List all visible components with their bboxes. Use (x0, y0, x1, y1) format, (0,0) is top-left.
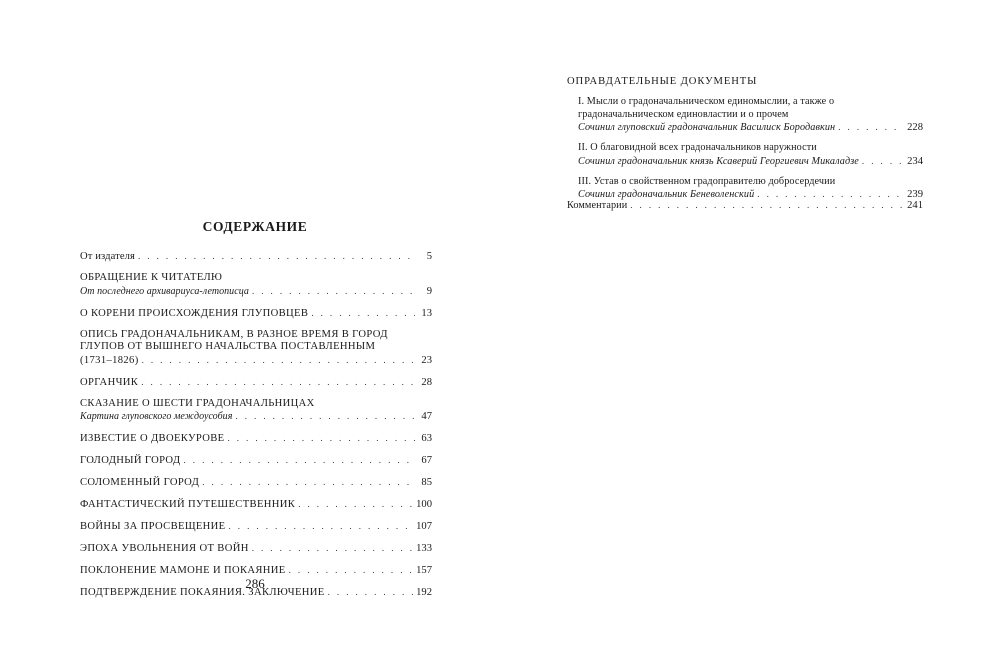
toc-entry-label: ПОДТВЕРЖДЕНИЕ ПОКАЯНИЯ. ЗАКЛЮЧЕНИЕ (80, 587, 325, 598)
dot-leader (838, 121, 904, 134)
dot-leader (227, 432, 415, 445)
toc-entry-line (80, 476, 432, 489)
toc-entry-label: ИЗВЕСТИЕ О ДВОЕКУРОВЕ (80, 433, 225, 444)
toc-entry[interactable] (578, 96, 923, 134)
dot-leader (252, 285, 415, 298)
toc-entry-page: 23 (421, 354, 432, 366)
toc-entry-page: 133 (416, 543, 432, 554)
toc-entry-page: 28 (421, 376, 432, 388)
toc-entry-page: 9 (426, 285, 432, 297)
dot-leader (252, 542, 413, 555)
toc-entry-label: Картина глуповского междоусобия (80, 411, 233, 422)
toc-entry-page: 107 (416, 521, 432, 532)
toc-entry[interactable] (80, 398, 432, 424)
toc-entry-label: ФАНТАСТИЧЕСКИЙ ПУТЕШЕСТВЕННИК (80, 499, 296, 510)
toc-entry[interactable] (80, 272, 432, 298)
toc-entry-heading: I. Мысли о градоначальническом единомыслии, а также о градоначальническом единовластии и о прочем (578, 96, 835, 120)
dot-leader (298, 498, 413, 511)
toc-entry-line (80, 432, 432, 445)
toc-entry[interactable] (578, 142, 923, 168)
toc-entry-page: 67 (421, 455, 432, 466)
dot-leader (862, 155, 904, 168)
toc-entry-page: 13 (421, 307, 432, 319)
toc-entry-line (80, 250, 432, 263)
toc-entry-label: ЭПОХА УВОЛЬНЕНИЯ ОТ ВОЙН (80, 543, 249, 554)
dot-leader (229, 520, 414, 533)
toc-entry-page: 239 (907, 189, 923, 200)
toc-entry-label: О КОРЕНИ ПРОИСХОЖДЕНИЯ ГЛУПОВЦЕВ (80, 307, 309, 319)
toc-entry-line (80, 498, 432, 511)
toc-entry[interactable] (80, 376, 432, 389)
toc-entry-line (80, 454, 432, 467)
dot-leader (142, 354, 415, 367)
toc-entry-line (80, 520, 432, 533)
toc-list (80, 250, 432, 608)
toc-title: СОДЕРЖАНИЕ (202, 219, 308, 234)
toc-entry-page: 241 (907, 200, 923, 211)
right-page (500, 0, 1001, 658)
toc-entry-label: Сочинил глуповский градоначальник Василиск Бородавкин (578, 122, 836, 133)
toc-entry[interactable] (80, 476, 432, 489)
toc-entry-page: 100 (416, 499, 432, 510)
toc-entry-line (80, 307, 432, 320)
toc-entry-label: ПОКЛОНЕНИЕ МАМОНЕ И ПОКАЯНИЕ (80, 565, 286, 576)
dot-leader (630, 199, 904, 212)
toc-entry[interactable] (80, 307, 432, 320)
toc-entry-heading: ОБРАЩЕНИЕ К ЧИТАТЕЛЮ (80, 272, 223, 283)
toc-entry-page: 234 (907, 155, 923, 167)
left-page (0, 0, 500, 658)
toc-entry[interactable] (80, 329, 432, 367)
toc-entry-label: ОРГАНЧИК (80, 376, 139, 388)
toc-entry-comments[interactable] (567, 199, 923, 212)
toc-entry-page: 63 (421, 433, 432, 444)
toc-entry[interactable] (80, 250, 432, 263)
toc-entry-label: От издателя (80, 251, 135, 262)
dot-leader (184, 454, 416, 467)
toc-entry[interactable] (80, 542, 432, 555)
toc-entry-label: СОЛОМЕННЫЙ ГОРОД (80, 477, 200, 488)
dot-leader (235, 410, 415, 423)
toc-entry-label: От последнего архивариуса-летописца (80, 285, 249, 297)
toc-entry-page: 85 (421, 477, 432, 488)
toc-entry-page: 192 (416, 587, 432, 598)
toc-entry-page: 47 (421, 411, 432, 422)
toc-entry-heading: СКАЗАНИЕ О ШЕСТИ ГРАДОНАЧАЛЬНИЦАХ (80, 397, 315, 409)
toc-entry[interactable] (80, 454, 432, 467)
toc-entry-heading: ОПИСЬ ГРАДОНАЧАЛЬНИКАМ, В РАЗНОЕ ВРЕМЯ В ГОРОД ГЛУПОВ ОТ ВЫШНЕГО НАЧАЛЬСТВА ПОСТАВЛЕННЫМ (80, 328, 388, 352)
toc-entry-page: 228 (907, 122, 923, 133)
page-number: 286 (245, 576, 265, 591)
documents-list (578, 96, 923, 209)
dot-leader (141, 376, 415, 389)
toc-entry-line (80, 542, 432, 555)
dot-leader (138, 250, 415, 263)
toc-entry-line (80, 285, 432, 298)
toc-entry-page: 157 (416, 565, 432, 576)
toc-entry-label: ВОЙНЫ ЗА ПРОСВЕЩЕНИЕ (80, 521, 226, 532)
toc-entry-label: (1731–1826) (80, 354, 139, 366)
toc-entry[interactable] (578, 176, 923, 202)
toc-entry-line (80, 354, 432, 367)
section-title: ОПРАВДАТЕЛЬНЫЕ ДОКУМЕНТЫ (567, 76, 758, 87)
toc-entry[interactable] (80, 432, 432, 445)
toc-entry-label: Сочинил градоначальник Беневоленский (578, 189, 755, 200)
dot-leader (202, 476, 415, 489)
dot-leader (311, 307, 415, 320)
toc-entry-line (578, 121, 923, 134)
toc-entry[interactable] (80, 498, 432, 511)
toc-entry-heading: II. О благовидной всех градоначальников наружности (578, 142, 817, 153)
toc-entry-label: ГОЛОДНЫЙ ГОРОД (80, 455, 181, 466)
toc-entry-label: Комментарии (567, 200, 628, 211)
toc-entry-line (80, 376, 432, 389)
toc-entry-page: 5 (426, 251, 432, 262)
toc-entry-heading: III. Устав о свойственном градоправителю добросердечии (578, 175, 836, 187)
toc-entry-line (578, 155, 923, 168)
toc-entry-label: Сочинил градоначальник князь Ксаверий Георгиевич Микаладзе (578, 155, 859, 167)
toc-entry[interactable] (80, 520, 432, 533)
toc-entry-line (80, 410, 432, 423)
